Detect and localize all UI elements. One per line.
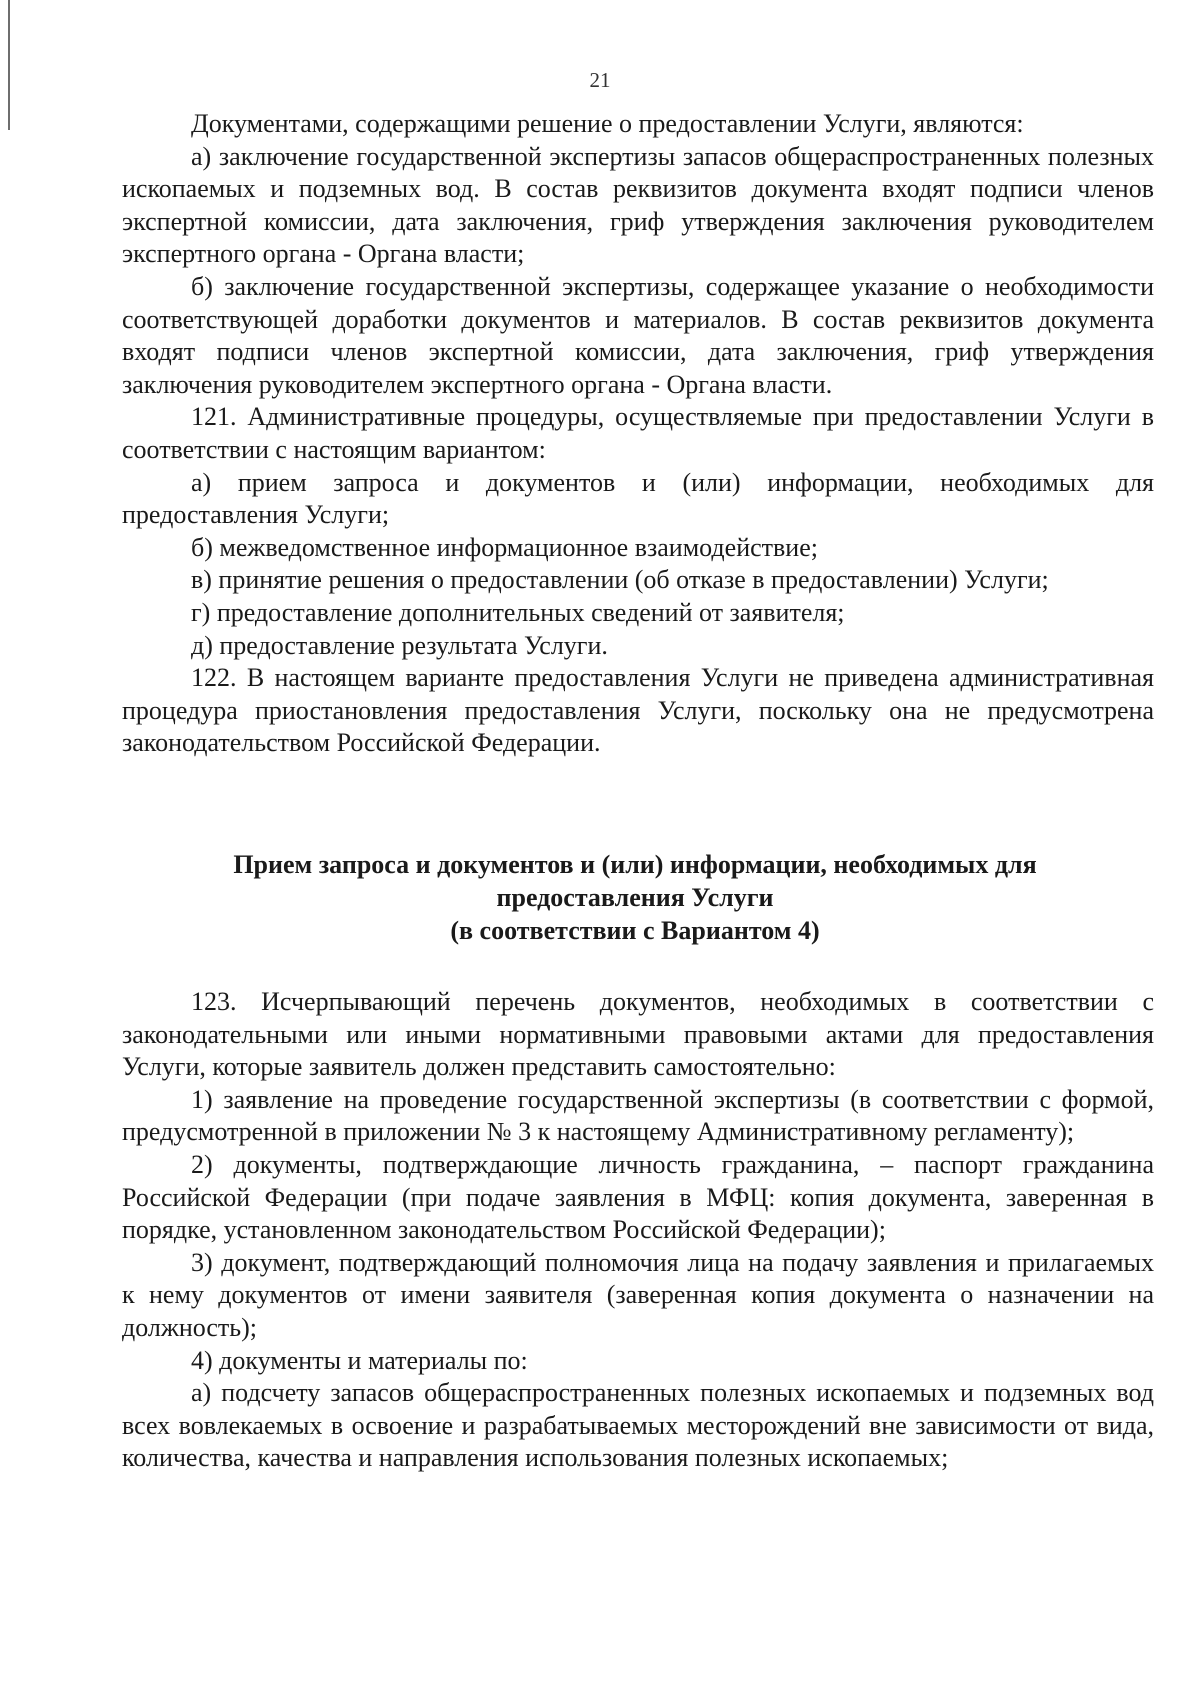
- paragraph-item-a-conclusion: а) заключение государственной экспертизы запасов общераспространенных полезных ископаемых и подземных вод. В состав реквизитов документа входят подписи членов экспертной комиссии, дата заключения, гриф утверждения заключения руководителем экспертного органа - Органа власти;: [122, 141, 1154, 269]
- section-heading: [170, 848, 1100, 947]
- paragraph-121-item-b: б) межведомственное информационное взаимодействие;: [191, 532, 818, 562]
- paragraph-122: 122. В настоящем варианте предоставления Услуги не приведена административная процедура приостановления предоставления Услуги, поскольку она не предусмотрена законодательством Российской Федерации.: [122, 663, 1154, 758]
- paragraph-123-item-4a: а) подсчету запасов общераспространенных полезных ископаемых и подземных вод всех вовлекаемых в освоение и разрабатываемых месторождений вне зависимости от вида, количества, качества и направления использования полезных ископаемых;: [122, 1378, 1154, 1473]
- page-number: 21: [589, 68, 611, 92]
- section-heading-line-2: предоставления Услуги: [496, 883, 774, 912]
- paragraph-121-item-a: а) прием запроса и документов и (или) информации, необходимых для предоставления Услуги;: [122, 467, 1154, 530]
- body-text-bottom: [122, 986, 1154, 1475]
- paragraph-123-item-3: 3) документ, подтверждающий полномочия лица на подачу заявления и прилагаемых к нему документов от имени заявителя (заверенная копия документа о назначении на должность);: [122, 1247, 1154, 1342]
- paragraph-121: 121. Административные процедуры, осуществляемые при предоставлении Услуги в соответствии с настоящим вариантом:: [122, 402, 1154, 464]
- paragraph-121-item-d: д) предоставление результата Услуги.: [191, 630, 608, 660]
- section-heading-line-3: (в соответствии с Вариантом 4): [450, 916, 820, 945]
- paragraph-121-item-v: в) принятие решения о предоставлении (об отказе в предоставлении) Услуги;: [191, 565, 1049, 595]
- paragraph-123-item-4: 4) документы и материалы по:: [191, 1345, 528, 1375]
- paragraph-123-item-1: 1) заявление на проведение государственной экспертизы (в соответствии с формой, предусмотренной в приложении № 3 к настоящему Административному регламенту);: [122, 1084, 1154, 1147]
- paragraph-121-item-g: г) предоставление дополнительных сведений от заявителя;: [191, 597, 845, 627]
- paragraph-123-item-2: 2) документы, подтверждающие личность гражданина, – паспорт гражданина Российской Федерации (при подаче заявления в МФЦ: копия документа, заверенная в порядке, установленном законодательством Российской Федерации);: [122, 1149, 1154, 1245]
- paragraph-123: 123. Исчерпывающий перечень документов, необходимых в соответствии с законодательными или иными нормативными правовыми актами для предоставления Услуги, которые заявитель должен представить самостоятельно:: [122, 987, 1154, 1082]
- body-text-top: [122, 108, 1154, 760]
- paragraph-documents-intro: Документами, содержащими решение о предоставлении Услуги, являются:: [191, 109, 1024, 138]
- scan-edge-line: [8, 0, 10, 130]
- section-heading-line-1: Прием запроса и документов и (или) информации, необходимых для: [233, 850, 1037, 879]
- paragraph-item-b-conclusion: б) заключение государственной экспертизы, содержащее указание о необходимости соответствующей доработки документов и материалов. В состав реквизитов документа входят подписи членов экспертной комиссии, дата заключения, гриф утверждения заключения руководителем экспертного органа - Органа власти.: [122, 271, 1154, 399]
